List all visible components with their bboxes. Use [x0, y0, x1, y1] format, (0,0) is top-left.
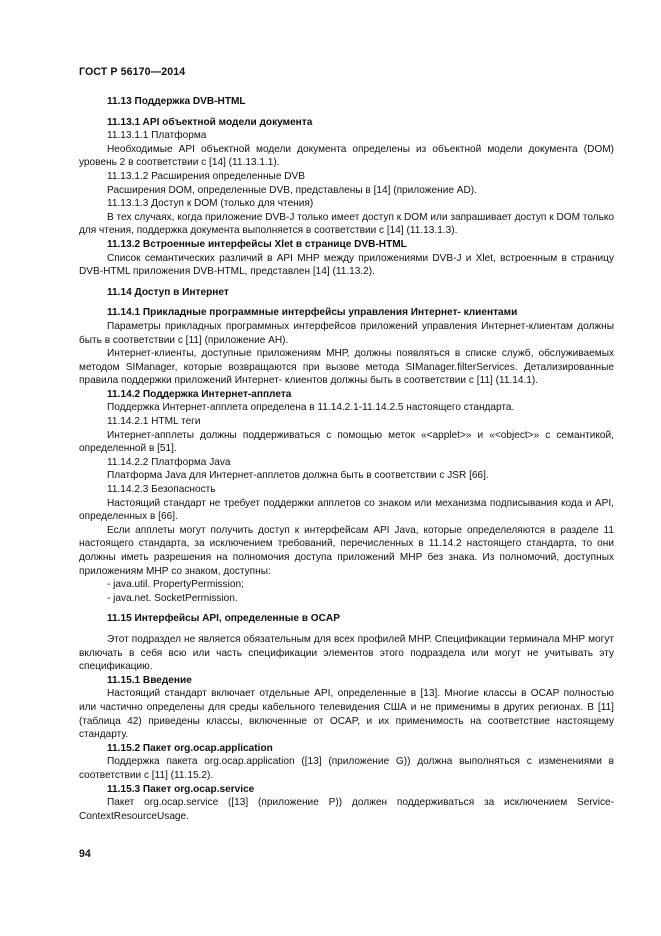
body-paragraph: Интернет-клиенты, доступные приложениям МНР, должны появляться в списке служб, обслуживаемых методом SIManager, которые возвращаются при вызове метода SIManager.filterServices. Детализированные правила поддержки приложений Интернет- клиентов должны быть в соответствии с [11] (11.14.1).: [79, 348, 614, 387]
subsection-heading: 11.15.1 Введение: [107, 674, 192, 686]
body-paragraph: Необходимые API объектной модели документа определены из объектной модели документа (DOM) уровень 2 в соответствии с [14] (11.13.1.1).: [79, 143, 614, 169]
body-paragraph: Настоящий стандарт не требует поддержки апплетов со знаком или механизма подписывания кода и API, определенных в [66].: [79, 497, 614, 523]
subsection-heading: 11.15.3 Пакет org.ocap.service: [107, 783, 255, 795]
list-item: - java.util. PropertyPermission;: [107, 579, 244, 591]
body-paragraph: Список семантических различий в API МНР между приложениями DVB-J и Xlet, встроенным в страницу DVB-HTML приложения DVB-HTML, представлен [14] (11.13.2).: [79, 252, 614, 278]
body-paragraph: В тех случаях, когда приложение DVB-J только имеет доступ к DOM или запрашивает доступ к DOM только для чтения, поддержка документа выполняется в соответствии с [14] (11.13.1.3).: [79, 211, 614, 237]
body-paragraph: Платформа Java для Интернет-апплетов должна быть в соответствии с JSR [66].: [107, 470, 489, 482]
list-item: - java.net. SocketPermission.: [107, 592, 238, 604]
subsection-heading: 11.13.2 Встроенные интерфейсы Xlet в странице DVB-HTML: [107, 238, 407, 250]
subsection-heading: 11.13.1 API объектной модели документа: [107, 116, 313, 128]
section-heading: 11.14 Доступ в Интернет: [107, 286, 229, 298]
body-paragraph: Пакет org.ocap.service ([13] (приложение Р)) должен поддерживаться за исключением Service-ContextResourceUsage.: [79, 797, 614, 822]
body-paragraph: Интернет-апплеты должны поддерживаться с помощью меток «<applet>» и «<object>» с семантикой, определенной в [51].: [79, 429, 614, 455]
body-paragraph: Поддержка пакета org.ocap.application ([13] (приложение G)) должна выполняться с изменениями в соответствии с [11] (11.15.2).: [79, 756, 614, 781]
subsection-heading: 11.14.1 Прикладные программные интерфейсы управления Интернет- клиентами: [107, 307, 518, 319]
clause-heading: 11.13.1.1 Платформа: [107, 130, 207, 142]
section-heading: 11.15 Интерфейсы API, определенные в OCAP: [107, 613, 340, 625]
clause-heading: 11.14.2.2 Платформа Java: [107, 456, 231, 468]
page-number: 94: [79, 848, 91, 860]
subsection-heading: 11.15.2 Пакет org.ocap.application: [107, 742, 273, 754]
page-body: [79, 95, 614, 823]
clause-heading: 11.13.1.3 Доступ к DOM (только для чтения): [107, 198, 314, 210]
body-paragraph: Поддержка Интернет-апплета определена в 11.14.2.1-11.14.2.5 настоящего стандарта.: [107, 402, 515, 414]
body-paragraph: Расширения DOM, определенные DVB, представлены в [14] (приложение AD).: [107, 184, 477, 196]
subsection-heading: 11.14.2 Поддержка Интернет-апплета: [107, 388, 292, 400]
body-paragraph: Этот подраздел не является обязательным для всех профилей МНР. Спецификации терминала МНР могут включать в себя всю или часть спецификации элементов этого подраздела или могут не учитывать эту спецификацию.: [79, 633, 614, 673]
body-paragraph: Настоящий стандарт включает отдельные API, определенные в [13]. Многие классы в OCAP полностью или частично определены для среды кабельного телевидения США и не применимы в других регионах. В [11] (таблица 42) приведены классы, включенные от OCAP, и их применимость на соответствие настоящему стандарту.: [79, 688, 614, 741]
section-heading: 11.13 Поддержка DVB-HTML: [107, 96, 246, 107]
standard-header: ГОСТ Р 56170—2014: [79, 66, 186, 78]
clause-heading: 11.14.2.3 Безопасность: [107, 484, 216, 496]
clause-heading: 11.14.2.1 HTML теги: [107, 416, 201, 428]
body-paragraph: Параметры прикладных программных интерфейсов приложений управления Интернет-клиентам должны быть в соответствии с [11] (приложение АН).: [79, 320, 614, 346]
clause-heading: 11.13.1.2 Расширения определенные DVB: [107, 170, 305, 182]
body-paragraph: Если апплеты могут получить доступ к интерфейсам API Java, которые определеляются в разделе 11 настоящего стандарта, за исключением требований, перечисленных в 11.14.2 настоящего стандарта, то они должны иметь разрешения на полномочия доступа приложений МНР без знака. Из полномочий, доступных приложениям МНР со знаком, доступны:: [79, 524, 614, 577]
